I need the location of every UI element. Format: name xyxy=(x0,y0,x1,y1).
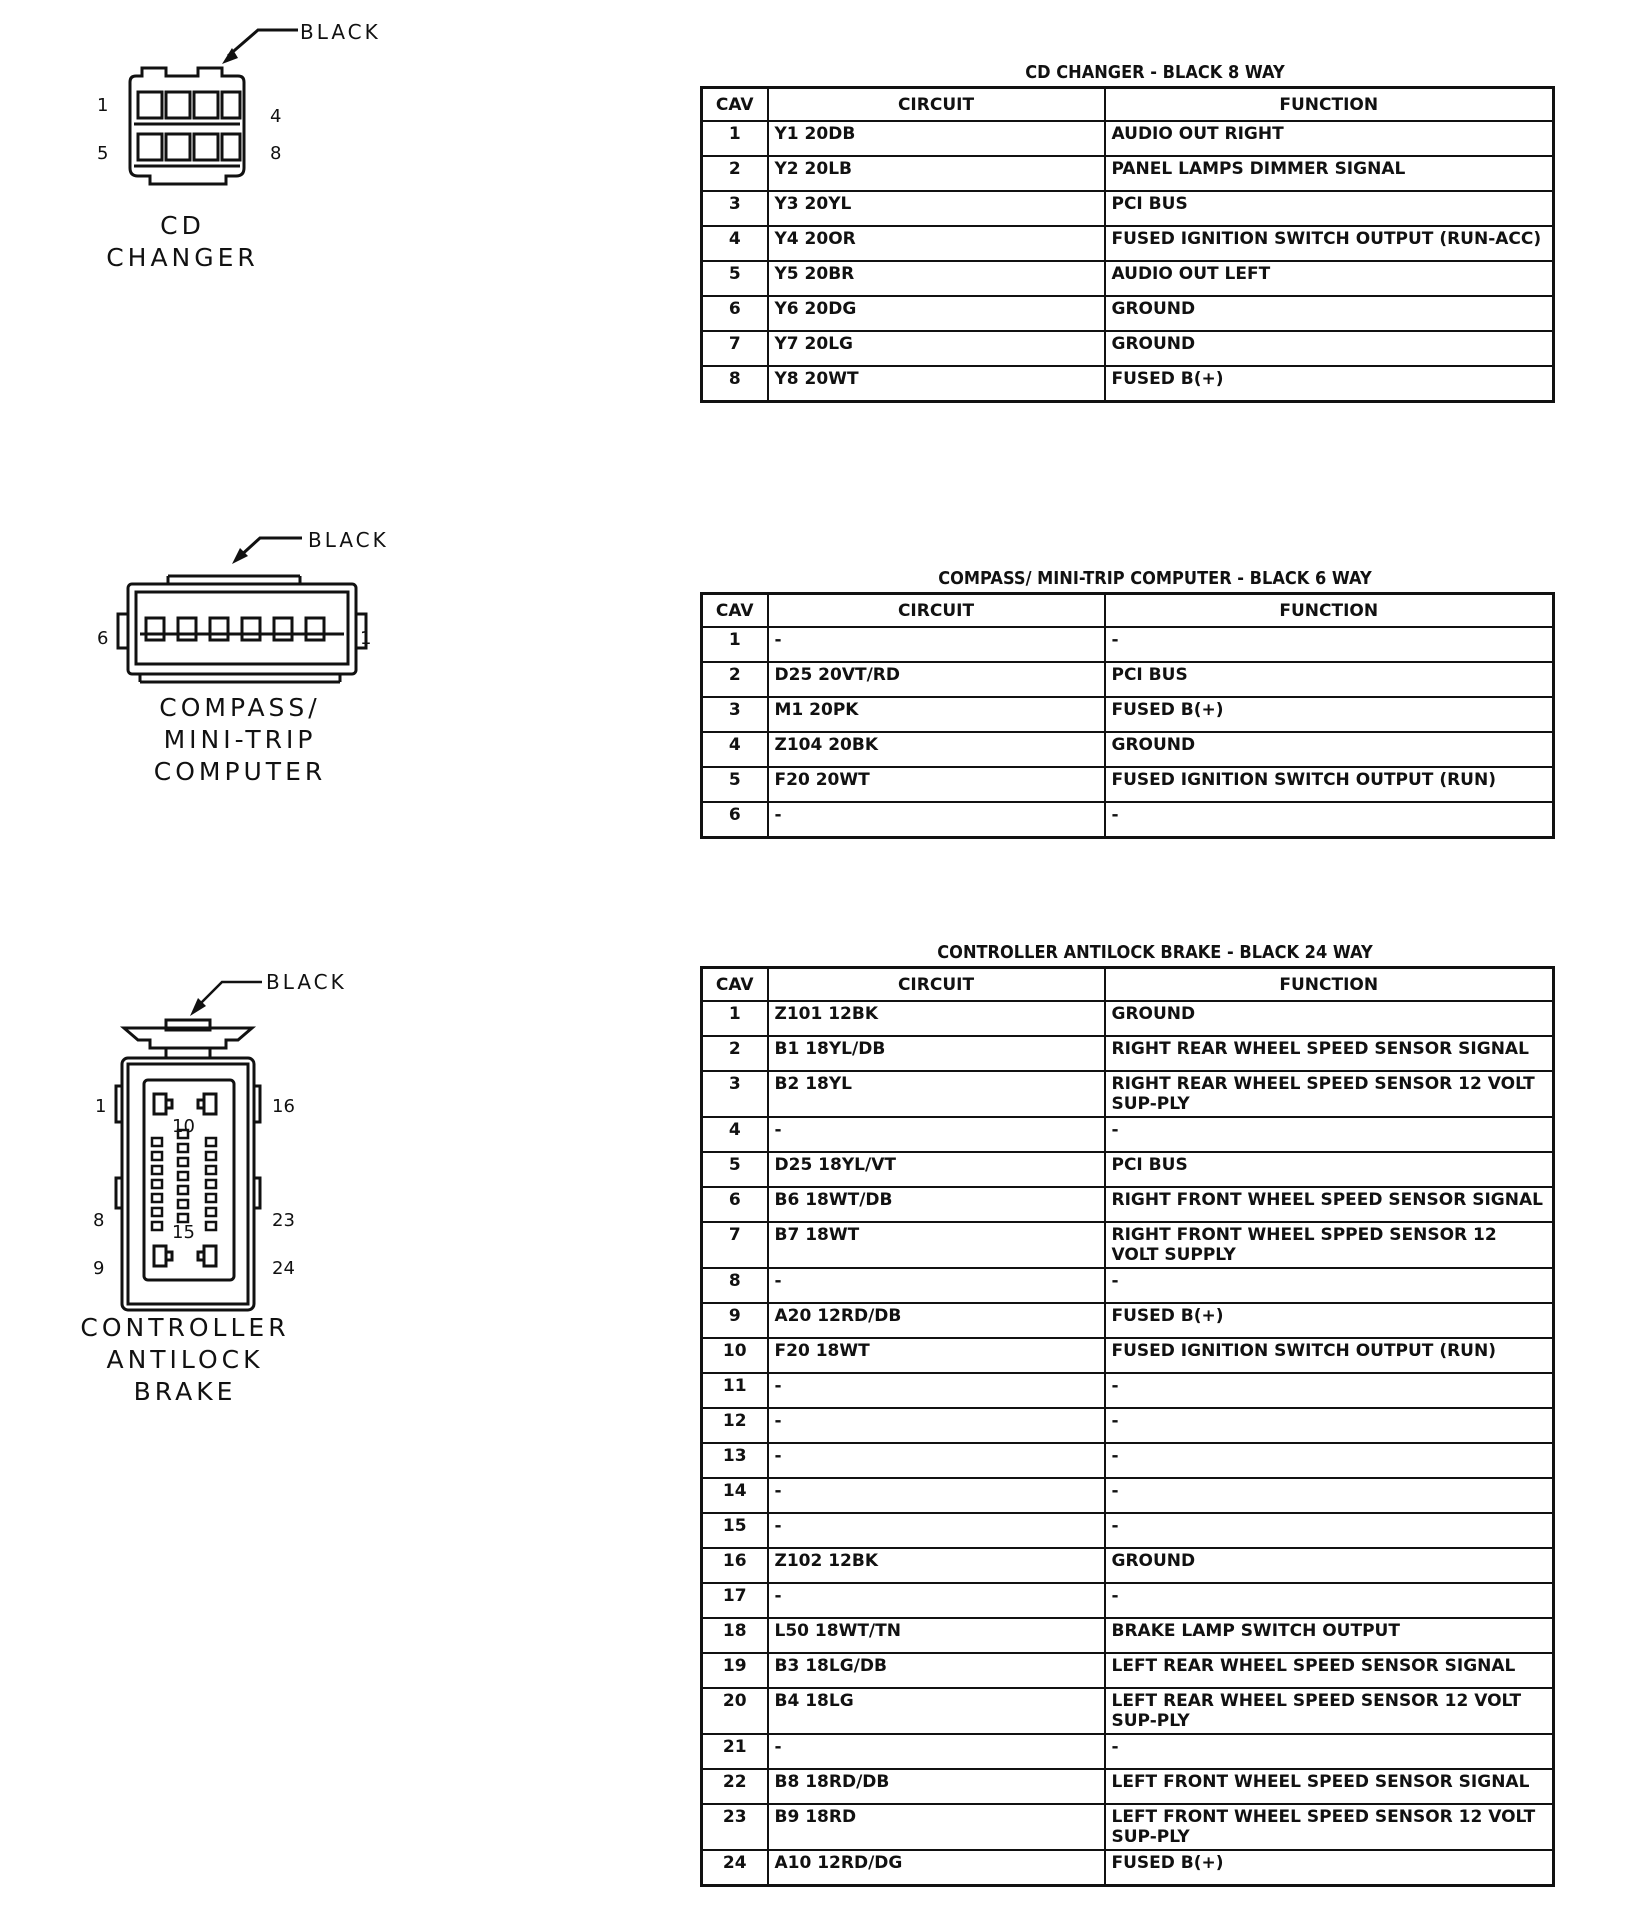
cell-function: - xyxy=(1105,1268,1554,1303)
cell-cav: 5 xyxy=(702,767,768,802)
cell-circuit: B8 18RD/DB xyxy=(768,1769,1105,1804)
table-row xyxy=(702,1478,1554,1513)
cell-cav: 21 xyxy=(702,1734,768,1769)
cell-circuit: - xyxy=(768,1478,1105,1513)
pin-label: 5 xyxy=(97,143,109,164)
cell-function: GROUND xyxy=(1105,732,1554,767)
table-title: CD CHANGER - BLACK 8 WAY xyxy=(1025,62,1285,83)
table-row xyxy=(702,802,1554,838)
abs-pin-table xyxy=(700,966,1555,1887)
cell-cav: 4 xyxy=(702,1117,768,1152)
compass-table-block xyxy=(700,566,1555,839)
pin-label: 24 xyxy=(272,1258,295,1279)
pin-label: 23 xyxy=(272,1210,295,1231)
compass-connector xyxy=(0,500,420,800)
header-cav: CAV xyxy=(702,594,768,628)
pin-label: 8 xyxy=(270,143,282,164)
cell-cav: 6 xyxy=(702,1187,768,1222)
table-row xyxy=(702,1303,1554,1338)
table-row xyxy=(702,1001,1554,1036)
cell-function: - xyxy=(1105,1478,1554,1513)
cell-circuit: B9 18RD xyxy=(768,1804,1105,1850)
cell-cav: 24 xyxy=(702,1850,768,1886)
cell-function: - xyxy=(1105,1443,1554,1478)
cell-circuit: - xyxy=(768,1583,1105,1618)
table-row xyxy=(702,662,1554,697)
table-row xyxy=(702,156,1554,191)
table-row xyxy=(702,1408,1554,1443)
cell-function: LEFT FRONT WHEEL SPEED SENSOR SIGNAL xyxy=(1105,1769,1554,1804)
compass-pin-table xyxy=(700,592,1555,839)
cell-circuit: B3 18LG/DB xyxy=(768,1653,1105,1688)
cell-circuit: - xyxy=(768,1443,1105,1478)
cell-function: AUDIO OUT RIGHT xyxy=(1105,121,1554,156)
pin-label: 1 xyxy=(95,1096,107,1117)
cell-function: RIGHT FRONT WHEEL SPEED SENSOR SIGNAL xyxy=(1105,1187,1554,1222)
cell-cav: 2 xyxy=(702,1036,768,1071)
table-row xyxy=(702,1688,1554,1734)
table-row xyxy=(702,366,1554,402)
header-function: FUNCTION xyxy=(1105,594,1554,628)
cell-circuit: - xyxy=(768,1117,1105,1152)
cell-function: - xyxy=(1105,1408,1554,1443)
pin-label: 16 xyxy=(272,1096,295,1117)
compass-color-label: BLACK xyxy=(308,528,389,552)
pin-label: 1 xyxy=(360,628,372,649)
cell-function: FUSED IGNITION SWITCH OUTPUT (RUN) xyxy=(1105,1338,1554,1373)
cell-circuit: Y7 20LG xyxy=(768,331,1105,366)
cell-circuit: - xyxy=(768,1373,1105,1408)
table-title: CONTROLLER ANTILOCK BRAKE - BLACK 24 WAY xyxy=(937,942,1373,963)
cell-cav: 4 xyxy=(702,226,768,261)
cell-circuit: Y5 20BR xyxy=(768,261,1105,296)
cell-function: GROUND xyxy=(1105,1548,1554,1583)
cell-circuit: Y3 20YL xyxy=(768,191,1105,226)
cell-cav: 6 xyxy=(702,296,768,331)
table-row xyxy=(702,1513,1554,1548)
cell-cav: 3 xyxy=(702,191,768,226)
cell-cav: 8 xyxy=(702,1268,768,1303)
table-row xyxy=(702,1268,1554,1303)
cell-circuit: L50 18WT/TN xyxy=(768,1618,1105,1653)
table-body xyxy=(702,121,1554,402)
cell-cav: 14 xyxy=(702,1478,768,1513)
cell-circuit: - xyxy=(768,1734,1105,1769)
cell-circuit: Y8 20WT xyxy=(768,366,1105,402)
cell-circuit: - xyxy=(768,1408,1105,1443)
abs-color-label: BLACK xyxy=(266,970,347,994)
cell-circuit: Y1 20DB xyxy=(768,121,1105,156)
cell-circuit: A10 12RD/DG xyxy=(768,1850,1105,1886)
table-row xyxy=(702,1583,1554,1618)
cd-changer-connector xyxy=(0,0,420,280)
header-cav: CAV xyxy=(702,968,768,1002)
table-row xyxy=(702,1443,1554,1478)
table-row xyxy=(702,1850,1554,1886)
cell-function: RIGHT FRONT WHEEL SPPED SENSOR 12 VOLT SUPPLY xyxy=(1105,1222,1554,1268)
pin-label: 15 xyxy=(172,1222,195,1243)
pin-label: 6 xyxy=(97,628,109,649)
table-row xyxy=(702,1804,1554,1850)
table-row xyxy=(702,1152,1554,1187)
table-row xyxy=(702,1338,1554,1373)
cell-cav: 20 xyxy=(702,1688,768,1734)
cell-function: GROUND xyxy=(1105,331,1554,366)
cell-function: FUSED IGNITION SWITCH OUTPUT (RUN) xyxy=(1105,767,1554,802)
cell-cav: 3 xyxy=(702,697,768,732)
cell-function: - xyxy=(1105,627,1554,662)
pin-label: 9 xyxy=(93,1258,105,1279)
header-circuit: CIRCUIT xyxy=(768,594,1105,628)
table-row xyxy=(702,261,1554,296)
cell-circuit: - xyxy=(768,1268,1105,1303)
label-line: CONTROLLER xyxy=(80,1313,290,1342)
table-row xyxy=(702,1653,1554,1688)
cell-cav: 10 xyxy=(702,1338,768,1373)
cell-circuit: - xyxy=(768,802,1105,838)
table-row xyxy=(702,1618,1554,1653)
cell-cav: 7 xyxy=(702,1222,768,1268)
cell-function: FUSED IGNITION SWITCH OUTPUT (RUN-ACC) xyxy=(1105,226,1554,261)
cell-circuit: - xyxy=(768,1513,1105,1548)
cell-circuit: B2 18YL xyxy=(768,1071,1105,1117)
header-cav: CAV xyxy=(702,88,768,122)
table-body xyxy=(702,1001,1554,1886)
abs-label xyxy=(75,1312,295,1408)
pin-label: 8 xyxy=(93,1210,105,1231)
cell-cav: 1 xyxy=(702,1001,768,1036)
cell-cav: 7 xyxy=(702,331,768,366)
cell-cav: 9 xyxy=(702,1303,768,1338)
table-row xyxy=(702,121,1554,156)
cell-function: RIGHT REAR WHEEL SPEED SENSOR SIGNAL xyxy=(1105,1036,1554,1071)
table-row xyxy=(702,1036,1554,1071)
pin-label: 1 xyxy=(97,95,109,116)
label-line: BRAKE xyxy=(133,1377,237,1406)
table-header-row xyxy=(702,968,1554,1002)
cell-circuit: - xyxy=(768,627,1105,662)
cell-function: FUSED B(+) xyxy=(1105,366,1554,402)
cell-cav: 15 xyxy=(702,1513,768,1548)
cell-function: GROUND xyxy=(1105,296,1554,331)
table-header-row xyxy=(702,88,1554,122)
label-line: COMPUTER xyxy=(153,757,327,786)
cell-cav: 18 xyxy=(702,1618,768,1653)
pin-label: 10 xyxy=(172,1116,195,1137)
cell-circuit: B4 18LG xyxy=(768,1688,1105,1734)
cell-function: - xyxy=(1105,1117,1554,1152)
cell-function: LEFT REAR WHEEL SPEED SENSOR SIGNAL xyxy=(1105,1653,1554,1688)
cell-function: FUSED B(+) xyxy=(1105,1850,1554,1886)
table-row xyxy=(702,1117,1554,1152)
pin-label: 4 xyxy=(270,106,282,127)
cell-function: BRAKE LAMP SWITCH OUTPUT xyxy=(1105,1618,1554,1653)
cell-cav: 19 xyxy=(702,1653,768,1688)
table-row xyxy=(702,1734,1554,1769)
cell-circuit: B1 18YL/DB xyxy=(768,1036,1105,1071)
cell-circuit: A20 12RD/DB xyxy=(768,1303,1105,1338)
cell-circuit: F20 18WT xyxy=(768,1338,1105,1373)
cell-function: - xyxy=(1105,1513,1554,1548)
cell-cav: 22 xyxy=(702,1769,768,1804)
label-line: COMPASS/ xyxy=(159,693,321,722)
cell-function: GROUND xyxy=(1105,1001,1554,1036)
cell-circuit: Z101 12BK xyxy=(768,1001,1105,1036)
cell-function: - xyxy=(1105,1373,1554,1408)
cd-changer-label xyxy=(80,210,285,274)
cell-function: LEFT REAR WHEEL SPEED SENSOR 12 VOLT SUP-PLY xyxy=(1105,1688,1554,1734)
cell-cav: 2 xyxy=(702,662,768,697)
cell-function: LEFT FRONT WHEEL SPEED SENSOR 12 VOLT SUP-PLY xyxy=(1105,1804,1554,1850)
cell-function: RIGHT REAR WHEEL SPEED SENSOR 12 VOLT SUP-PLY xyxy=(1105,1071,1554,1117)
cell-circuit: M1 20PK xyxy=(768,697,1105,732)
label-line: ANTILOCK xyxy=(106,1345,264,1374)
cell-circuit: Y4 20OR xyxy=(768,226,1105,261)
cell-function: PANEL LAMPS DIMMER SIGNAL xyxy=(1105,156,1554,191)
cell-circuit: D25 18YL/VT xyxy=(768,1152,1105,1187)
table-body xyxy=(702,627,1554,838)
cell-cav: 16 xyxy=(702,1548,768,1583)
header-function: FUNCTION xyxy=(1105,968,1554,1002)
table-row xyxy=(702,1373,1554,1408)
table-title: COMPASS/ MINI-TRIP COMPUTER - BLACK 6 WAY xyxy=(938,568,1372,589)
cd-changer-pin-table xyxy=(700,86,1555,403)
cell-cav: 1 xyxy=(702,627,768,662)
cell-circuit: Z102 12BK xyxy=(768,1548,1105,1583)
cell-circuit: B6 18WT/DB xyxy=(768,1187,1105,1222)
abs-table-block xyxy=(700,940,1555,1887)
cell-cav: 23 xyxy=(702,1804,768,1850)
label-line: CHANGER xyxy=(106,243,259,272)
header-circuit: CIRCUIT xyxy=(768,968,1105,1002)
cell-cav: 8 xyxy=(702,366,768,402)
label-line: MINI-TRIP xyxy=(163,725,317,754)
cell-cav: 4 xyxy=(702,732,768,767)
cell-cav: 6 xyxy=(702,802,768,838)
table-row xyxy=(702,732,1554,767)
table-row xyxy=(702,296,1554,331)
cell-cav: 17 xyxy=(702,1583,768,1618)
cell-cav: 3 xyxy=(702,1071,768,1117)
header-function: FUNCTION xyxy=(1105,88,1554,122)
table-row xyxy=(702,1548,1554,1583)
cell-function: PCI BUS xyxy=(1105,662,1554,697)
cell-function: PCI BUS xyxy=(1105,1152,1554,1187)
table-row xyxy=(702,191,1554,226)
cell-circuit: Y6 20DG xyxy=(768,296,1105,331)
cell-circuit: Z104 20BK xyxy=(768,732,1105,767)
table-row xyxy=(702,697,1554,732)
table-header-row xyxy=(702,594,1554,628)
compass-label xyxy=(130,692,350,788)
table-row xyxy=(702,1222,1554,1268)
header-circuit: CIRCUIT xyxy=(768,88,1105,122)
table-row xyxy=(702,1769,1554,1804)
table-row xyxy=(702,331,1554,366)
cell-cav: 2 xyxy=(702,156,768,191)
table-row xyxy=(702,1187,1554,1222)
cell-circuit: D25 20VT/RD xyxy=(768,662,1105,697)
cell-cav: 5 xyxy=(702,261,768,296)
cell-function: FUSED B(+) xyxy=(1105,1303,1554,1338)
cell-cav: 11 xyxy=(702,1373,768,1408)
cd-changer-color-label: BLACK xyxy=(300,20,381,44)
table-row xyxy=(702,226,1554,261)
cell-function: - xyxy=(1105,802,1554,838)
cell-cav: 13 xyxy=(702,1443,768,1478)
table-row xyxy=(702,1071,1554,1117)
cell-circuit: B7 18WT xyxy=(768,1222,1105,1268)
abs-controller-connector xyxy=(0,940,420,1420)
cell-cav: 12 xyxy=(702,1408,768,1443)
table-row xyxy=(702,627,1554,662)
cell-circuit: Y2 20LB xyxy=(768,156,1105,191)
cell-function: - xyxy=(1105,1734,1554,1769)
label-line: CD xyxy=(160,211,205,240)
cell-cav: 1 xyxy=(702,121,768,156)
cell-function: - xyxy=(1105,1583,1554,1618)
cell-function: FUSED B(+) xyxy=(1105,697,1554,732)
cd-changer-table-block xyxy=(700,60,1555,403)
cell-cav: 5 xyxy=(702,1152,768,1187)
cell-function: PCI BUS xyxy=(1105,191,1554,226)
cell-function: AUDIO OUT LEFT xyxy=(1105,261,1554,296)
cell-circuit: F20 20WT xyxy=(768,767,1105,802)
table-row xyxy=(702,767,1554,802)
